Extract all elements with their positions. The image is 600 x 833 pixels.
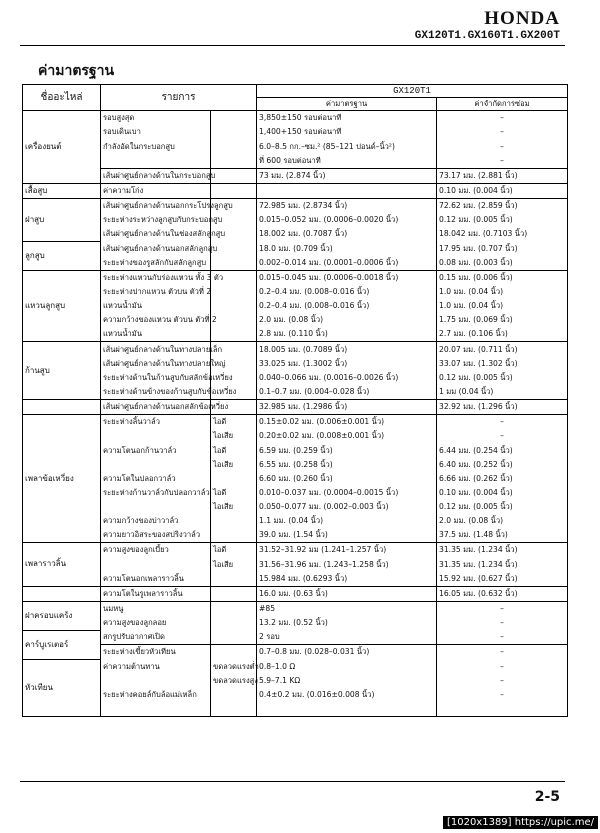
spec-table-body <box>23 111 568 717</box>
item-label: ค่าความโก่ง <box>101 183 211 198</box>
spec-row <box>23 111 568 126</box>
spec-row <box>23 688 568 702</box>
item-label: ระยะห่างคอยล์กับล้อแม่เหล็ก <box>101 688 211 702</box>
service-limit-value: 20.07 มม. (0.711 นิ้ว) <box>437 342 568 357</box>
item-label: เส้นผ่าศูนย์กลางด้านนอกสลักลูกสูบ <box>101 241 211 255</box>
item-label <box>101 702 211 717</box>
item-label <box>101 500 211 514</box>
service-limit-value: – <box>500 431 504 441</box>
standard-value: 0.20±0.02 มม. (0.008±0.001 นิ้ว) <box>257 429 437 443</box>
spec-row <box>23 213 568 227</box>
standard-value: 1.1 มม. (0.04 นิ้ว) <box>257 514 437 528</box>
spec-row <box>23 429 568 443</box>
standard-value: 31.56–31.96 มม. (1.243–1.258 นิ้ว) <box>257 557 437 571</box>
standard-value: 6.0–8.5 กก.–ซม.² (85–121 ปอนด์–นิ้ว²) <box>257 139 437 153</box>
spec-row <box>23 255 568 270</box>
service-limit-value: 6.66 มม. (0.262 นิ้ว) <box>439 473 513 483</box>
item-label <box>101 557 211 571</box>
spec-row <box>23 139 568 153</box>
spec-row <box>23 342 568 357</box>
standard-value: 0.040–0.066 มม. (0.0016–0.0026 นิ้ว) <box>257 371 437 385</box>
service-limit-value: 6.44 มม. (0.254 นิ้ว) <box>439 445 513 455</box>
standard-value: 72.985 มม. (2.8734 นิ้ว) <box>257 198 437 213</box>
item-label: เส้นผ่าศูนย์กลางด้านนอกสลักข้อเหวี่ยง <box>101 399 211 414</box>
standard-value: 0.015–0.045 มม. (0.0006–0.0018 นิ้ว) <box>257 270 437 285</box>
spec-row <box>23 514 568 528</box>
spec-row <box>23 702 568 717</box>
condition-label <box>211 299 257 313</box>
spec-table <box>22 84 568 717</box>
condition-label: ไอดี <box>211 486 257 500</box>
standard-value: 5.9–7.1 KΩ <box>257 673 437 687</box>
item-label: ความกว้างของแหวน ตัวบน ตัวที่ 2 <box>101 313 211 327</box>
item-label: รอบเดินเบา <box>101 125 211 139</box>
item-label: ค่าความต้านทาน <box>101 659 211 673</box>
standard-value: 13.2 มม. (0.52 นิ้ว) <box>257 616 437 630</box>
spec-row <box>23 586 568 601</box>
spec-row <box>23 399 568 414</box>
condition-label <box>211 168 257 183</box>
part-name: แหวนลูกสูบ <box>23 270 101 342</box>
item-label: ระยะห่างก้านวาล์วกับปลอกวาล์ว <box>101 486 211 500</box>
condition-label <box>211 472 257 486</box>
item-label: แหวนน้ำมัน <box>101 299 211 313</box>
spec-row <box>23 543 568 558</box>
spec-row <box>23 673 568 687</box>
standard-value <box>257 702 437 717</box>
item-label: ความยาวอิสระของสปริงวาล์ว <box>101 528 211 543</box>
service-limit-value: 0.12 มม. (0.005 นิ้ว) <box>439 215 513 225</box>
service-limit-value: – <box>500 689 504 699</box>
brand-logo: HONDA <box>484 8 560 29</box>
condition-label: ขดลวดแรงต่ำ <box>211 659 257 673</box>
item-label: ระยะห่างด้านข้างของก้านสูบกับข้อเหวี่ยง <box>101 385 211 400</box>
spec-row <box>23 285 568 299</box>
service-limit-value: 32.92 มม. (1.296 นิ้ว) <box>437 399 568 414</box>
standard-value: 73 มม. (2.874 นิ้ว) <box>257 168 437 183</box>
spec-row <box>23 557 568 571</box>
item-label: ความสูงของลูกเบี้ยว <box>101 543 211 558</box>
service-limit-value: – <box>500 661 504 671</box>
spec-row <box>23 472 568 486</box>
standard-value: 16.0 มม. (0.63 นิ้ว) <box>257 586 437 601</box>
part-name: เครื่องยนต์ <box>23 111 101 184</box>
service-limit-value: 1.0 มม. (0.04 นิ้ว) <box>439 301 504 311</box>
standard-value: 31.52–31.92 มม (1.241–1.257 นิ้ว) <box>257 543 437 558</box>
part-name: เพลาข้อเหวี่ยง <box>23 414 101 542</box>
item-label: เส้นผ่าศูนย์กลางด้านในทางปลายใหญ่ <box>101 356 211 370</box>
item-label: ความสูงของลูกลอย <box>101 616 211 630</box>
condition-label <box>211 630 257 645</box>
item-label: กำลังอัดในกระบอกสูบ <box>101 139 211 153</box>
service-limit-value: 2.7 มม. (0.106 นิ้ว) <box>439 329 508 339</box>
condition-label <box>211 183 257 198</box>
service-limit-value: 1 มม (0.04 นิ้ว) <box>439 386 494 396</box>
item-label <box>101 457 211 471</box>
spec-row <box>23 356 568 370</box>
part-name: ก้านสูบ <box>23 342 101 400</box>
standard-value: 18.005 มม. (0.7089 นิ้ว) <box>257 342 437 357</box>
condition-label <box>211 688 257 702</box>
item-label: ความกว้างของบ่าวาล์ว <box>101 514 211 528</box>
item-label: ความโตในปลอกวาล์ว <box>101 472 211 486</box>
standard-value: 39.0 มม. (1.54 นิ้ว) <box>257 528 437 543</box>
service-limit-value: 1.0 มม. (0.04 นิ้ว) <box>439 286 504 296</box>
standard-value: 18.002 มม. (0.7087 นิ้ว) <box>257 227 437 241</box>
spec-row <box>23 241 568 255</box>
col-header-service-limit: ค่าจำกัดการซ่อม <box>437 98 568 111</box>
standard-value: 0.015–0.052 มม. (0.0006–0.0020 นิ้ว) <box>257 213 437 227</box>
spec-row <box>23 659 568 673</box>
standard-value: 2 รอบ <box>257 630 437 645</box>
service-limit-value: 0.15 มม. (0.006 นิ้ว) <box>437 270 568 285</box>
condition-label: ไอเสีย <box>211 557 257 571</box>
condition-label <box>211 125 257 139</box>
part-name: เพลาราวลิ้น <box>23 543 101 586</box>
spec-row <box>23 414 568 429</box>
condition-label <box>211 111 257 126</box>
spec-row <box>23 313 568 327</box>
service-limit-value: 1.75 มม. (0.069 นิ้ว) <box>439 315 513 325</box>
condition-label <box>211 572 257 587</box>
item-label: ระยะห่างเขี้ยวหัวเทียน <box>101 645 211 660</box>
item-label: นมหนู <box>101 601 211 616</box>
spec-row <box>23 198 568 213</box>
spec-row <box>23 168 568 183</box>
section-title: ค่ามาตรฐาน <box>38 63 115 79</box>
footer-rule <box>20 781 565 782</box>
service-limit-value: 0.08 มม. (0.003 นิ้ว) <box>439 257 513 267</box>
standard-value: 0.1–0.7 มม. (0.004–0.028 นิ้ว) <box>257 385 437 400</box>
item-label: ความโตนอกเพลาราวลิ้น <box>101 572 211 587</box>
service-limit-value: – <box>500 675 504 685</box>
item-label: ระยะห่างด้านในก้านสูบกับสลักข้อเหวี่ยง <box>101 371 211 385</box>
item-label <box>101 673 211 687</box>
standard-value: #85 <box>257 601 437 616</box>
service-limit-value: 15.92 มม. (0.627 นิ้ว) <box>439 573 518 583</box>
part-name: เสื้อสูบ <box>23 183 101 198</box>
service-limit-value: 72.62 มม. (2.859 นิ้ว) <box>437 198 568 213</box>
service-limit-value: 31.35 มม. (1.234 นิ้ว) <box>437 543 568 558</box>
item-label: ระยะห่างของรูสลักกับสลักลูกสูบ <box>101 255 211 270</box>
service-limit-value: – <box>500 632 504 642</box>
service-limit-value: – <box>500 155 504 165</box>
standard-value: 2.8 มม. (0.110 นิ้ว) <box>257 327 437 342</box>
condition-label: ไอดี <box>211 543 257 558</box>
item-label <box>101 153 211 168</box>
col-header-part: ชื่ออะไหล่ <box>23 85 101 111</box>
spec-row <box>23 371 568 385</box>
standard-value: ที่ 600 รอบต่อนาที <box>257 153 437 168</box>
spec-row <box>23 270 568 285</box>
spec-row <box>23 601 568 616</box>
service-limit-value: – <box>437 414 568 429</box>
item-label: เส้นผ่าศูนย์กลางด้านนอกกระโปรงลูกสูบ <box>101 198 211 213</box>
service-limit-value: 0.10 มม. (0.004 นิ้ว) <box>439 487 513 497</box>
part-name: คาร์บูเรเตอร์ <box>23 630 101 659</box>
part-name <box>23 586 101 601</box>
condition-label <box>211 601 257 616</box>
part-name: ฝาครอบแคร้ง <box>23 601 101 630</box>
standard-value: 15.984 มม. (0.6293 นิ้ว) <box>257 572 437 587</box>
spec-row <box>23 385 568 400</box>
service-limit-value: 73.17 มม. (2.881 นิ้ว) <box>437 168 568 183</box>
condition-label <box>211 139 257 153</box>
condition-label: ไอดี <box>211 414 257 429</box>
item-label: ระยะห่างแหวนกับร่องแหวน ทั้ง 3 ตัว <box>101 270 211 285</box>
service-limit-value: – <box>500 113 504 123</box>
spec-row <box>23 630 568 645</box>
spec-row <box>23 443 568 457</box>
spec-row <box>23 327 568 342</box>
standard-value: 32.985 มม. (1.2986 นิ้ว) <box>257 399 437 414</box>
spec-row <box>23 125 568 139</box>
service-limit-value: – <box>437 645 568 660</box>
part-name: ลูกสูบ <box>23 241 101 270</box>
standard-value: 6.55 มม. (0.258 นิ้ว) <box>257 457 437 471</box>
condition-label: ไอเสีย <box>211 500 257 514</box>
service-limit-value: 0.10 มม. (0.004 นิ้ว) <box>437 183 568 198</box>
service-limit-value: 33.07 มม. (1.302 นิ้ว) <box>439 358 518 368</box>
page-number: 2-5 <box>534 789 560 805</box>
item-label: สกรูปรับอากาศเปิด <box>101 630 211 645</box>
condition-label <box>211 241 257 255</box>
standard-value: 0.050–0.077 มม. (0.002–0.003 นิ้ว) <box>257 500 437 514</box>
service-limit-value: 16.05 มม. (0.632 นิ้ว) <box>437 586 568 601</box>
condition-label <box>211 645 257 660</box>
condition-label <box>211 702 257 717</box>
standard-value: 0.010–0.037 มม. (0.0004–0.0015 นิ้ว) <box>257 486 437 500</box>
standard-value: 2.0 มม. (0.08 นิ้ว) <box>257 313 437 327</box>
item-label: ระยะห่างระหว่างลูกสูบกับกระบอกสูบ <box>101 213 211 227</box>
condition-label <box>211 153 257 168</box>
standard-value: 0.2–0.4 มม. (0.008–0.016 นิ้ว) <box>257 285 437 299</box>
col-header-standard: ค่ามาตรฐาน <box>257 98 437 111</box>
col-header-model: GX120T1 <box>257 85 568 98</box>
spec-row <box>23 153 568 168</box>
service-limit-value: 37.5 มม. (1.48 นิ้ว) <box>439 530 508 540</box>
condition-label <box>211 616 257 630</box>
condition-label: ไอดี <box>211 443 257 457</box>
standard-value: 0.4±0.2 มม. (0.016±0.008 นิ้ว) <box>257 688 437 702</box>
spec-row <box>23 457 568 471</box>
service-limit-value: 0.12 มม. (0.005 นิ้ว) <box>439 372 513 382</box>
service-limit-value: 17.95 มม. (0.707 นิ้ว) <box>439 243 518 253</box>
item-label: แหวนน้ำมัน <box>101 327 211 342</box>
item-label: ระยะห่างปากแหวน ตัวบน ตัวที่ 2 <box>101 285 211 299</box>
service-limit-value: – <box>500 127 504 137</box>
item-label: ความโตนอกก้านวาล์ว <box>101 443 211 457</box>
service-limit-value <box>437 702 568 717</box>
part-name: หัวเทียน <box>23 659 101 716</box>
standard-value: 0.7–0.8 มม. (0.028–0.031 นิ้ว) <box>257 645 437 660</box>
condition-label <box>211 313 257 327</box>
item-label: รอบสูงสุด <box>101 111 211 126</box>
col-header-item: รายการ <box>101 85 257 111</box>
spec-row <box>23 500 568 514</box>
service-limit-value: 0.12 มม. (0.005 นิ้ว) <box>439 502 513 512</box>
service-limit-value: – <box>500 618 504 628</box>
item-label: เส้นผ่าศูนย์กลางด้านในช่องสลักลูกสูบ <box>101 227 211 241</box>
condition-label: ขดลวดแรงสูง <box>211 673 257 687</box>
standard-value: 3,850±150 รอบต่อนาที <box>257 111 437 126</box>
standard-value <box>257 183 437 198</box>
standard-value: 0.8–1.0 Ω <box>257 659 437 673</box>
standard-value: 0.2–0.4 มม. (0.008–0.016 นิ้ว) <box>257 299 437 313</box>
model-list: GX120T1.GX160T1.GX200T <box>414 30 560 42</box>
spec-row <box>23 572 568 587</box>
condition-label: ไอเสีย <box>211 457 257 471</box>
standard-value: 6.59 มม. (0.259 นิ้ว) <box>257 443 437 457</box>
header-rule <box>20 45 565 46</box>
spec-row <box>23 183 568 198</box>
standard-value: 18.0 มม. (0.709 นิ้ว) <box>257 241 437 255</box>
service-limit-value: 18.042 มม. (0.7103 นิ้ว) <box>439 229 528 239</box>
spec-row <box>23 227 568 241</box>
spec-row <box>23 616 568 630</box>
service-limit-value: – <box>500 141 504 151</box>
condition-label <box>211 327 257 342</box>
watermark: [1020x1389] https://upic.me/ <box>443 816 598 829</box>
service-limit-value: 6.40 มม. (0.252 นิ้ว) <box>439 459 513 469</box>
standard-value: 0.15±0.02 มม. (0.006±0.001 นิ้ว) <box>257 414 437 429</box>
item-label: ความโตในรูเพลาราวลิ้น <box>101 586 211 601</box>
service-limit-value: 2.0 มม. (0.08 นิ้ว) <box>439 516 504 526</box>
service-limit-value: – <box>437 601 568 616</box>
spec-row <box>23 299 568 313</box>
standard-value: 6.60 มม. (0.260 นิ้ว) <box>257 472 437 486</box>
item-label: เส้นผ่าศูนย์กลางด้านในทางปลายเล็ก <box>101 342 211 357</box>
standard-value: 33.025 มม. (1.3002 นิ้ว) <box>257 356 437 370</box>
service-limit-value: 31.35 มม. (1.234 นิ้ว) <box>439 559 518 569</box>
condition-label <box>211 285 257 299</box>
item-label: เส้นผ่าศูนย์กลางด้านในกระบอกสูบ <box>101 168 211 183</box>
spec-row <box>23 486 568 500</box>
condition-label: ไอเสีย <box>211 429 257 443</box>
spec-row <box>23 528 568 543</box>
standard-value: 1,400+150 รอบต่อนาที <box>257 125 437 139</box>
condition-label <box>211 528 257 543</box>
part-name: ฝาสูบ <box>23 198 101 241</box>
condition-label <box>211 586 257 601</box>
item-label <box>101 429 211 443</box>
condition-label <box>211 514 257 528</box>
part-name <box>23 399 101 414</box>
standard-value: 0.002–0.014 มม. (0.0001–0.0006 นิ้ว) <box>257 255 437 270</box>
condition-label <box>211 255 257 270</box>
spec-row <box>23 645 568 660</box>
item-label: ระยะห่างลิ้นวาล์ว <box>101 414 211 429</box>
